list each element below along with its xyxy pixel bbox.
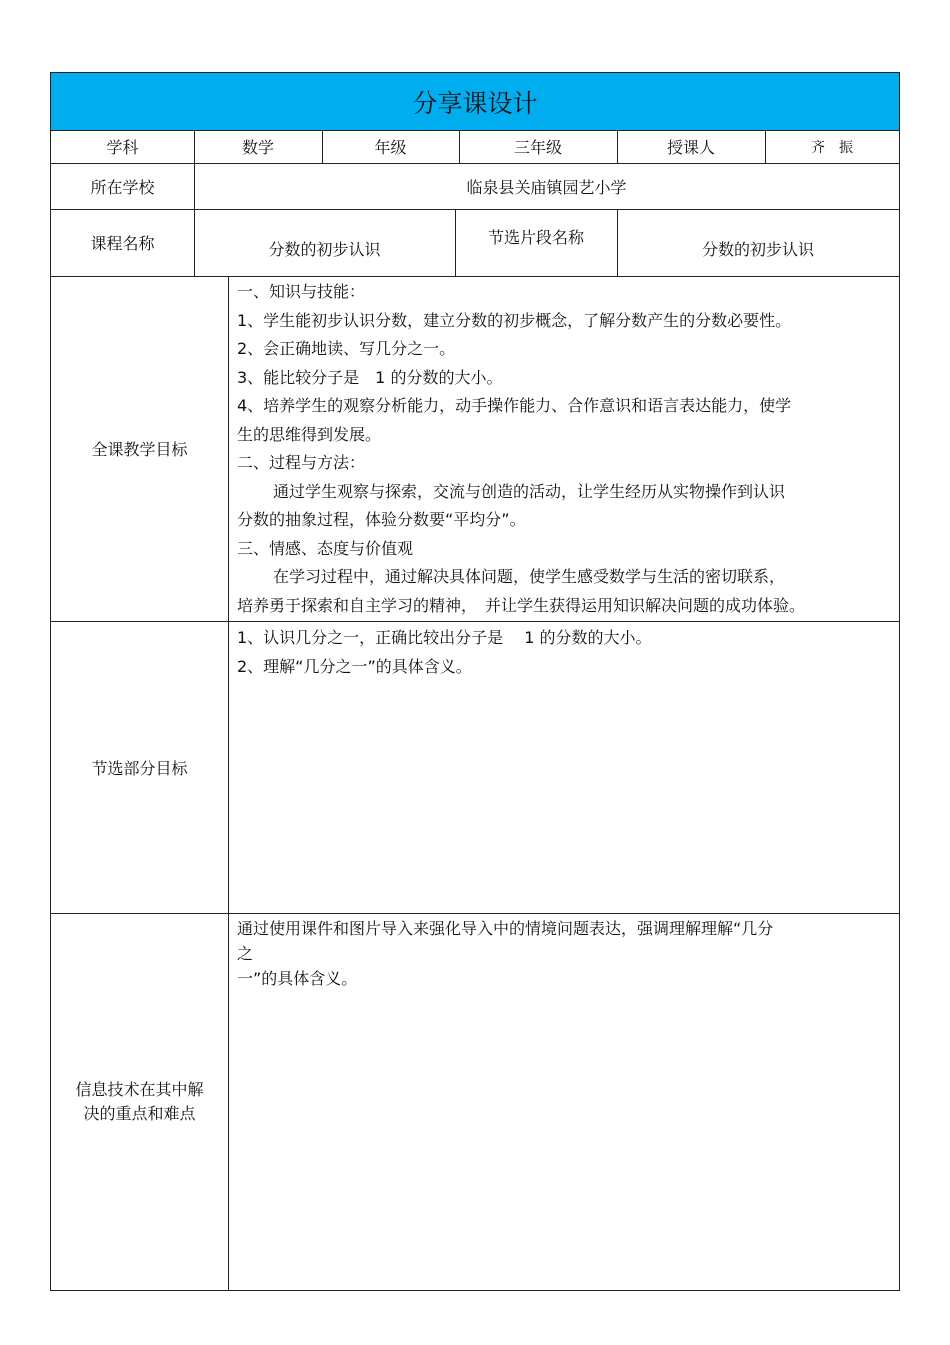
course-name-value: 分数的初步认识	[268, 240, 381, 259]
lesson-design-table	[50, 72, 900, 1291]
segment-goals-content	[237, 624, 897, 910]
goal-line: 生的思维得到发展。	[237, 424, 382, 444]
it-solution-label-line: 信息技术在其中解	[75, 1080, 204, 1099]
grade-label: 年级	[374, 138, 407, 157]
school-value: 临泉县关庙镇园艺小学	[466, 177, 627, 197]
segment-name-value: 分数的初步认识	[701, 240, 814, 259]
table-title: 分享课设计	[51, 73, 899, 130]
course-name-label: 课程名称	[90, 234, 155, 253]
goal-line: 3、能比较分子是 1 的分数的大小。	[237, 367, 503, 387]
overall-goals-label: 全课教学目标	[91, 440, 188, 459]
it-solution-content	[237, 916, 897, 1286]
segment-goal-line: 2、理解“几分之一”的具体含义。	[237, 656, 472, 676]
school-label: 所在学校	[90, 177, 155, 197]
it-solution-line: 通过使用课件和图片导入来强化导入中的情境问题表达，强调理解理解“几分	[237, 919, 774, 938]
teacher-value: 齐 振	[811, 139, 853, 156]
subject-value: 数学	[241, 138, 274, 157]
grade-value: 三年级	[513, 138, 562, 157]
goal-line: 三、情感、态度与价值观	[237, 538, 414, 558]
goal-line: 二、过程与方法：	[237, 453, 366, 472]
col-divider	[228, 276, 229, 1291]
goal-line: 分数的抽象过程，体验分数要“平均分”。	[237, 510, 526, 529]
subject-label: 学科	[106, 138, 139, 157]
segment-goal-line: 1、认识几分之一，正确比较出分子是 1 的分数的大小。	[237, 628, 652, 647]
goal-line: 4、培养学生的观察分析能力，动手操作能力、合作意识和语言表达能力，使学	[237, 396, 792, 415]
segment-goals-label: 节选部分目标	[91, 758, 188, 778]
goal-line: 2、会正确地读、写几分之一。	[237, 339, 456, 358]
it-solution-line: 一”的具体含义。	[237, 969, 358, 988]
segment-name-label: 节选片段名称	[487, 228, 584, 247]
it-solution-label	[51, 913, 228, 1291]
goal-line: 1、学生能初步认识分数，建立分数的初步概念，了解分数产生的分数必要性。	[237, 310, 792, 330]
goal-line: 一、知识与技能：	[237, 282, 366, 301]
overall-goals-content	[237, 278, 897, 621]
goal-line: 在学习过程中，通过解决具体问题，使学生感受数学与生活的密切联系，	[273, 567, 786, 586]
teacher-label: 授课人	[666, 138, 715, 157]
goal-line: 通过学生观察与探索，交流与创造的活动，让学生经历从实物操作到认识	[273, 481, 786, 501]
it-solution-line: 之	[237, 944, 254, 963]
it-solution-label-line: 决的重点和难点	[83, 1104, 196, 1123]
goal-line: 培养勇于探索和自主学习的精神， 并让学生获得运用知识解决问题的成功体验。	[237, 595, 806, 615]
